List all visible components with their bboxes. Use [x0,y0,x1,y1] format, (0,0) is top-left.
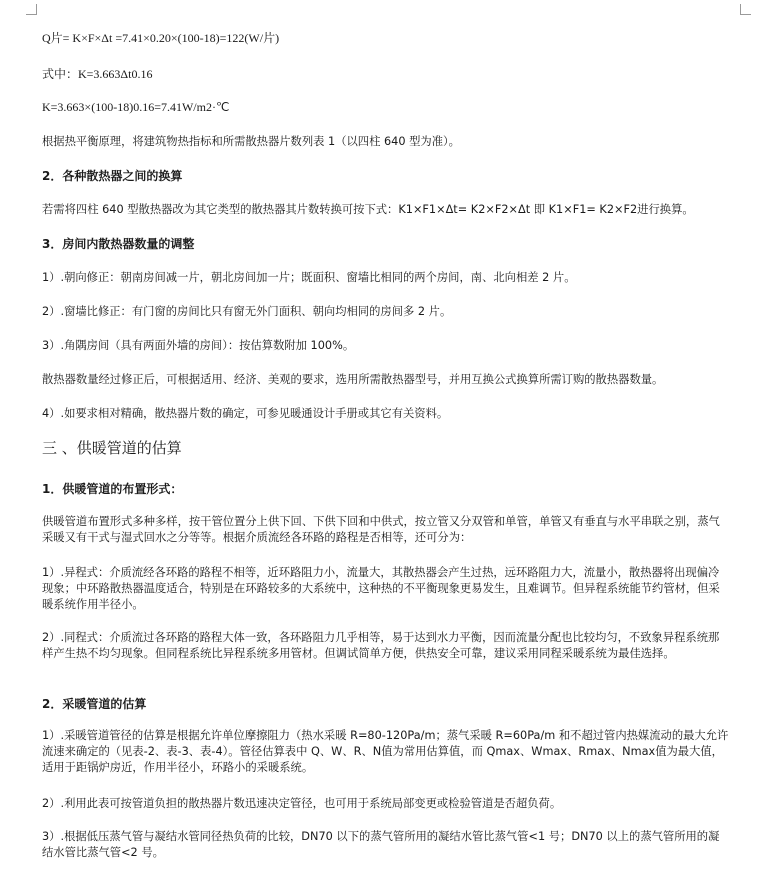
list-item-direct-return: 2）.同程式：介质流过各环路的路程大体一致，各环路阻力几乎相等，易于达到水力平衡，因而流量分配也比较均匀，不致象异程系统那样产生热不均匀现象。但同程系统比异程系统多用管材。但调试简单方便，供热安全可靠，建议采用同程采暖系统为最佳选择。 [42,631,720,660]
crop-mark-top-right [740,4,751,15]
list-item-condensate-pipe: 3）.根据低压蒸气管与凝结水管同径热负荷的比较，DN70 以下的蒸气管所用的凝结水管比蒸气管<1 号；DN70 以上的蒸气管所用的凝结水管比蒸气管<2 号。 [42,830,720,859]
list-item-orientation: 1）.朝向修正：朝南房间减一片，朝北房间加一片；既面积、窗墙比相同的两个房间，南、北向相差 2 片。 [42,271,576,284]
heading-quantity-adjustment: 3．房间内散热器数量的调整 [42,237,195,251]
list-item-window-wall: 2）.窗墙比修正：有门窗的房间比只有窗无外门面积、朝向均相同的房间多 2 片。 [42,305,452,318]
paragraph-conversion-formula: 若需将四柱 640 型散热器改为其它类型的散热器其片数转换可按下式：K1×F1×Δt= K2×F2×Δt 即 K1×F1= K2×F2进行换算。 [42,203,694,216]
paragraph-pipe-layout: 供暖管道布置形式多种多样，按干管位置分上供下回、下供下回和中供式，按立管又分双管和单管，单管又有垂直与水平串联之别，蒸气采暖又有干式与湿式回水之分等等。根据介质流经各环路的路程是否相等，还可分为： [42,515,720,544]
list-item-reverse-return: 1）.异程式：介质流经各环路的路程不相等，近环路阻力小，流量大，其散热器会产生过热，远环路阻力大，流量小，散热器将出现偏冷现象；中环路散热器温度适合，特别是在环路较多的大系统中，这种热的不平衡现象更易发生，且难调节。但异程系统能节约管材，但采暖系统作用半径小。 [42,566,720,611]
crop-mark-top-left [26,4,37,15]
formula-k-value: K=3.663×(100-18)0.16=7.41W/m2·℃ [42,100,230,114]
heading-pipe-estimation: 2．采暖管道的估算 [42,697,147,711]
formula-k-definition: 式中：K=3.663Δt0.16 [42,67,153,81]
list-item-corner-room: 3）.角隅房间（具有两面外墙的房间）：按估算数附加 100%。 [42,339,355,352]
list-item-table-usage: 2）.利用此表可按管道负担的散热器片数迅速决定管径，也可用于系统局部变更或检验管道是否超负荷。 [42,797,562,810]
heading-radiator-conversion: 2．各种散热器之间的换算 [42,169,183,183]
paragraph-select-model: 散热器数量经过修正后，可根据适用、经济、美观的要求，选用所需散热器型号，并用互换公式换算所需订购的散热器数量。 [42,373,664,386]
list-item-pipe-diameter: 1）.采暖管道管径的估算是根据允许单位摩擦阻力（热水采暖 R=80-120Pa/m；蒸气采暖 R=60Pa/m 和不超过管内热媒流动的最大允许流速来确定的（见表-2、表-3、表-4）。管径估算表中 Q、W、R、N值为常用估算值，而 Qmax、Wmax、Rmax、Nmax值为最大值，适用于距锅炉房近，作用半径小，环路小的采暖系统。 [42,729,729,774]
heading-pipe-layout: 1．供暖管道的布置形式： [42,482,183,496]
list-item-reference: 4）.如要求相对精确，散热器片数的确定，可参见暖通设计手册或其它有关资料。 [42,407,449,420]
paragraph-heat-balance: 根据热平衡原理，将建筑物热指标和所需散热器片数列表 1（以四柱 640 型为准）。 [42,135,460,148]
section-title-heating-pipes: 三 、供暖管道的估算 [42,439,182,457]
formula-q-per-section: Q片= K×F×Δt =7.41×0.20×(100-18)=122(W/片) [42,31,280,45]
